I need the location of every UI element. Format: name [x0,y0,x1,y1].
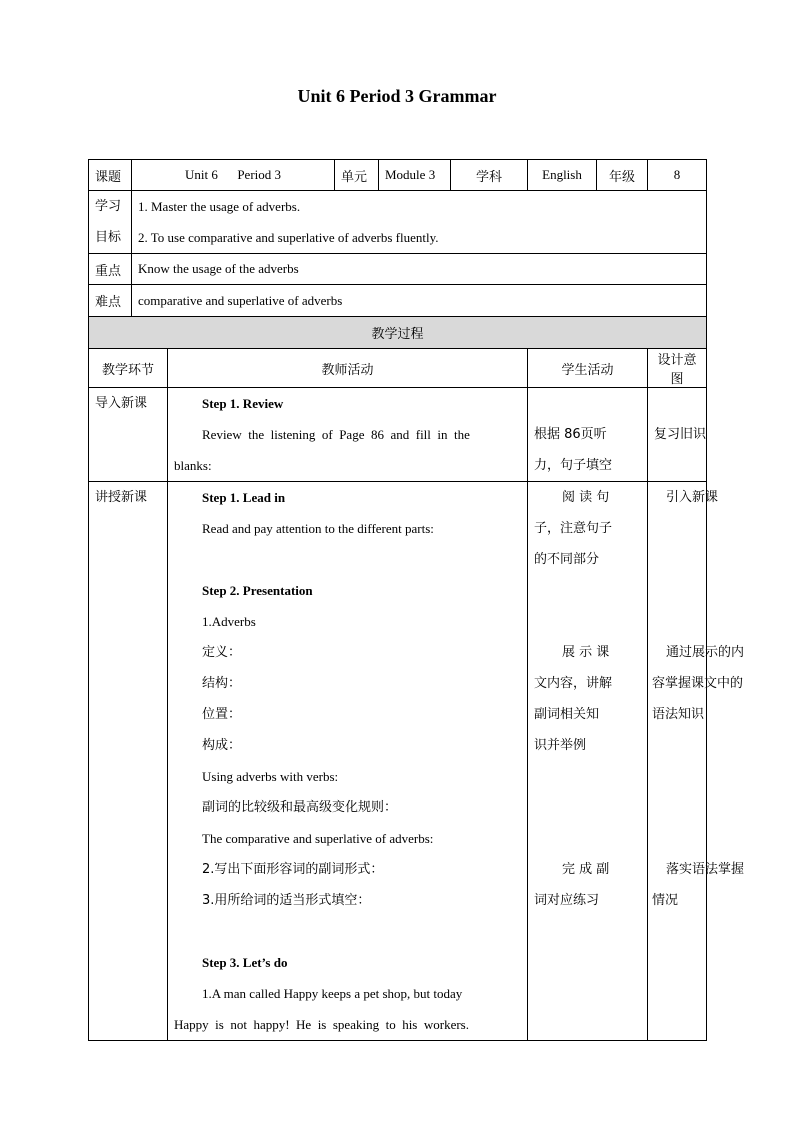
lesson-intent: 引入新课 通过展示的内 容掌握课文中的 语法知识 落实语法掌握 情况 [648,482,707,1041]
step3-title: Step 3. Let’s do [202,955,288,970]
intro-intent: 复习旧识 [648,388,707,482]
step3-text-cont: Happy is not happy! He is speaking to his workers. [174,1017,469,1032]
page-title: Unit 6 Period 3 Grammar [297,86,497,106]
step2-item: 1.Adverbs [202,614,256,629]
goal-item: 2. To use comparative and superlative of adverbs fluently. [138,230,439,245]
header-intent: 设计意图 [648,349,707,388]
goals-list [132,191,707,254]
lesson-row [89,482,707,1041]
step1-title: Step 1. Lead in [202,490,286,505]
difficult-row [89,285,707,317]
step2-item: 定义： [202,645,242,660]
intro-stage: 导入新课 [89,388,168,482]
lesson-teacher [168,482,528,1041]
unit-label: 单元 [335,160,379,191]
header-stage: 教学环节 [89,349,168,388]
grade-label: 年级 [597,160,648,191]
topic-value: Unit 6 Period 3 [132,160,335,191]
key-row [89,254,707,285]
header-teacher: 教师活动 [168,349,528,388]
header-student: 学生活动 [528,349,648,388]
difficult-label: 难点 [89,285,132,317]
goals-label: 学习 目标 [89,191,132,254]
key-value: Know the usage of the adverbs [132,254,707,285]
intro-row [89,388,707,482]
intro-teacher [168,388,528,482]
intro-step-title: Step 1. Review [202,396,284,411]
topic-label: 课题 [89,160,132,191]
step2-item: 2.写出下面形容词的副词形式： [202,862,384,877]
step1-text: Read and pay attention to the different parts: [202,521,434,536]
step2-title: Step 2. Presentation [202,583,313,598]
step2-item: 构成： [202,738,242,753]
step2-item: The comparative and superlative of adverbs: [202,831,434,846]
step2-item: 3.用所给词的适当形式填空： [202,893,371,908]
subject-label: 学科 [451,160,528,191]
step3-text: 1.A man called Happy keeps a pet shop, but today [202,986,463,1001]
step2-item: 副词的比较级和最高级变化规则： [202,800,398,815]
goals-row [89,191,707,254]
step2-item: 位置： [202,707,242,722]
subject-value: English [528,160,597,191]
step2-item: 结构： [202,676,242,691]
lesson-stage: 讲授新课 [89,482,168,1041]
intro-step-text-cont: blanks: [174,458,212,473]
grade-value: 8 [648,160,707,191]
process-header-row [89,349,707,388]
goal-item: 1. Master the usage of adverbs. [138,199,301,214]
info-row [89,160,707,191]
key-label: 重点 [89,254,132,285]
unit-value: Module 3 [379,160,451,191]
intro-student: 根据 86页听 力，句子填空 [528,388,648,482]
process-banner-row [89,317,707,349]
difficult-value: comparative and superlative of adverbs [132,285,707,317]
step2-item: Using adverbs with verbs: [202,769,339,784]
process-banner: 教学过程 [89,317,707,349]
lesson-plan-table [88,159,745,1041]
intro-step-text: Review the listening of Page 86 and fill in the [202,427,470,442]
lesson-student: 阅 读 句 子，注意句子 的不同部分 展 示 课 文内容，讲解 副词相关知 识并举例 完 成 副 词对应练习 [528,482,648,1041]
